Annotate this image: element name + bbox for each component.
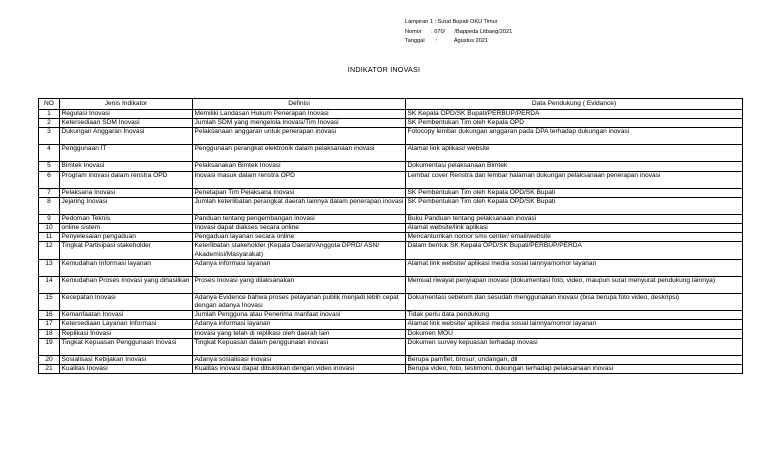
cell-no: 12 <box>39 242 60 259</box>
tanggal-line: Tanggal : Agustus 2021 <box>405 38 489 44</box>
cell-no: 4 <box>39 145 60 162</box>
table-row <box>39 259 743 276</box>
cell-definisi: Jumlah SDM yang mengelola Inovasi/Tim Inovasi <box>193 119 406 128</box>
table-row <box>39 320 743 329</box>
cell-data-pendukung: Lembar cover Renstra dan lembar halaman dukungan pelaksanaan penerapan inovasi <box>406 171 743 188</box>
cell-no: 21 <box>39 365 60 374</box>
cell-no: 6 <box>39 171 60 188</box>
cell-jenis-indikator: Ketersediaan Layanan Informasi <box>60 320 193 329</box>
cell-data-pendukung: Dokumen MOU <box>406 329 743 338</box>
cell-jenis-indikator: online sistem <box>60 224 193 233</box>
cell-data-pendukung: Dokumen survey kepuasan terhadap inovasi <box>406 338 743 355</box>
cell-jenis-indikator: Regulasi Inovasi <box>60 110 193 119</box>
cell-definisi: Memiliki Landasan Hukum Penerapan Inovasi <box>193 110 406 119</box>
cell-definisi: Penggunaan perangkat elektronik dalam pelaksanaan inovasi <box>193 145 406 162</box>
cell-no: 13 <box>39 259 60 276</box>
cell-definisi: Pelaksanaan anggaran untuk penerapan inovasi <box>193 128 406 145</box>
cell-data-pendukung: Dokumentasi pelaksanaan Bimtek <box>406 162 743 171</box>
table-row <box>39 128 743 145</box>
cell-definisi: Adanya informasi layanan <box>193 259 406 276</box>
column-header-data-pendukung: Data Pendukung ( Evidance) <box>406 99 743 110</box>
table-row <box>39 293 743 310</box>
table-row <box>39 224 743 233</box>
cell-definisi: Inovasi masuk dalam renstra OPD <box>193 171 406 188</box>
cell-jenis-indikator: Program inovasi dalam renstra OPD <box>60 171 193 188</box>
cell-definisi: Jumlah keterlibatan perangkat daerah lainnya dalam penerapan inovasi <box>193 197 406 214</box>
table-row <box>39 197 743 214</box>
cell-no: 11 <box>39 233 60 242</box>
table-row <box>39 171 743 188</box>
cell-jenis-indikator: Tingkat Partisipasi stakeholder <box>60 242 193 259</box>
letter-reference-block <box>405 18 512 47</box>
cell-data-pendukung: Berupa pamflet, brosur, undangan, dll <box>406 355 743 364</box>
cell-jenis-indikator: Pedoman Teknis <box>60 214 193 223</box>
cell-no: 16 <box>39 311 60 320</box>
table-row <box>39 355 743 364</box>
table-row <box>39 338 743 355</box>
cell-definisi: Pengaduan layanan secara online <box>193 233 406 242</box>
cell-definisi: Inovasi dapat diakses secara online <box>193 224 406 233</box>
cell-data-pendukung: SK Kepala OPD/SK Bupati/PERBUP/PERDA <box>406 110 743 119</box>
table-row <box>39 233 743 242</box>
cell-definisi: Panduan tentang pengembangan inovasi <box>193 214 406 223</box>
cell-definisi: Jumlah Pengguna atau Penerima manfaat inovasi <box>193 311 406 320</box>
cell-no: 17 <box>39 320 60 329</box>
cell-jenis-indikator: Dukungan Anggaran Inovasi <box>60 128 193 145</box>
cell-data-pendukung: Mencantumkan nomor sms center/ email/website <box>406 233 743 242</box>
table-row <box>39 329 743 338</box>
cell-no: 7 <box>39 188 60 197</box>
cell-no: 9 <box>39 214 60 223</box>
cell-data-pendukung: SK Pembentukan Tim oleh Kepala OPD/SK Bupati <box>406 188 743 197</box>
cell-data-pendukung: Berupa video, foto, testimoni, dukungan terhadap pelaksanaan inovasi <box>406 365 743 374</box>
cell-data-pendukung: SK Pembentukan Tim oleh Kepala OPD <box>406 119 743 128</box>
table-header-row <box>39 99 743 110</box>
table-row <box>39 188 743 197</box>
cell-definisi: Penetapan Tim Pelaksana Inovasi <box>193 188 406 197</box>
column-header-definisi: Definisi <box>193 99 406 110</box>
table-row <box>39 365 743 374</box>
cell-data-pendukung: Alamat link website/ aplikasi media sosial lainnya/nomor layanan <box>406 320 743 329</box>
table-row <box>39 214 743 223</box>
cell-definisi: Adanya informasi layanan <box>193 320 406 329</box>
column-header-no: NO <box>39 99 60 110</box>
table-row <box>39 162 743 171</box>
cell-jenis-indikator: Kecepatan Inovasi <box>60 293 193 310</box>
cell-definisi: Inovasi yang telah di replikasi oleh daerah lain <box>193 329 406 338</box>
cell-data-pendukung: SK Pembentukan Tim oleh Kepala OPD/SK Bupati <box>406 197 743 214</box>
cell-data-pendukung: Fotocopy lembar dukungan anggaran pada DPA terhadap dukungan inovasi <box>406 128 743 145</box>
cell-jenis-indikator: Replikasi Inovasi <box>60 329 193 338</box>
cell-definisi: Kualitas inovasi dapat dibuktikan dengan video inovasi <box>193 365 406 374</box>
page-title: INDIKATOR INOVASI <box>347 65 421 74</box>
cell-data-pendukung: Alamat link website/ aplikasi media sosial lainnya/nomor layanan <box>406 259 743 276</box>
cell-data-pendukung: Memuat riwayat penyiapan inovasi (dokumentasi foto, video, maupun surat menyurat pendukung lainnya) <box>406 276 743 293</box>
cell-jenis-indikator: Pelaksana Inovasi <box>60 188 193 197</box>
cell-definisi: Keterlibatan stakeholder (Kepala Daerah/Anggota DPRD/ ASN/ Akademisi/Masyarakat) <box>193 242 406 259</box>
cell-no: 10 <box>39 224 60 233</box>
cell-no: 2 <box>39 119 60 128</box>
cell-jenis-indikator: Penyelesaian pengaduan <box>60 233 193 242</box>
cell-data-pendukung: Buku Panduan tentang pelaksanaan inovasi <box>406 214 743 223</box>
cell-data-pendukung: Alamat website/link aplikasi <box>406 224 743 233</box>
indicator-table <box>38 98 743 374</box>
cell-jenis-indikator: Kualitas Inovasi <box>60 365 193 374</box>
cell-jenis-indikator: Kemanfaatan Inovasi <box>60 311 193 320</box>
cell-jenis-indikator: Ketersediaan SDM Inovasi <box>60 119 193 128</box>
cell-jenis-indikator: Tingkat Kepuasan Penggunaan Inovasi <box>60 338 193 355</box>
nomor-line: Nomor : 070/ /Bappeda Litbang/2021 <box>405 28 513 35</box>
cell-jenis-indikator: Penggunaan IT <box>60 145 193 162</box>
cell-data-pendukung: Tidak perlu data pendukung <box>406 311 743 320</box>
cell-no: 8 <box>39 197 60 214</box>
table-row <box>39 119 743 128</box>
cell-no: 18 <box>39 329 60 338</box>
cell-data-pendukung: Dokumentasi sebelum dan sesudah menggunakan inovasi (bisa berupa foto video, deskripsi) <box>406 293 743 310</box>
cell-no: 15 <box>39 293 60 310</box>
cell-no: 1 <box>39 110 60 119</box>
cell-definisi: Proses Inovasi yang dilaksanakan <box>193 276 406 293</box>
cell-jenis-indikator: Bimtek Inovasi <box>60 162 193 171</box>
cell-jenis-indikator: Kemudahan Informasi layanan <box>60 259 193 276</box>
cell-definisi: Adanya Evidence bahwa proses pelayanan publik menjadi lebih cepat dengan adanya Inovasi <box>193 293 406 310</box>
cell-no: 20 <box>39 355 60 364</box>
table-row <box>39 145 743 162</box>
cell-data-pendukung: Alamat link aplikasi/ website <box>406 145 743 162</box>
cell-jenis-indikator: Jejaring Inovasi <box>60 197 193 214</box>
cell-no: 19 <box>39 338 60 355</box>
cell-definisi: Tingkat Kepuasan dalam penggunaan inovasi <box>193 338 406 355</box>
table-row <box>39 276 743 293</box>
cell-no: 5 <box>39 162 60 171</box>
cell-definisi: Adanya sosialisasi inovasi <box>193 355 406 364</box>
table-row <box>39 242 743 259</box>
cell-definisi: Pelaksanakan Bimtek Inovasi <box>193 162 406 171</box>
table-row <box>39 110 743 119</box>
table-row <box>39 311 743 320</box>
cell-no: 3 <box>39 128 60 145</box>
cell-jenis-indikator: Kemudahan Proses Inovasi yang dihasilkan <box>60 276 193 293</box>
cell-data-pendukung: Dalam bentuk SK Kepala OPD/SK Bupati/PERBUP/PERDA <box>406 242 743 259</box>
cell-no: 14 <box>39 276 60 293</box>
cell-jenis-indikator: Sosialisasi Kebijakan Inovasi <box>60 355 193 364</box>
column-header-jenis-indikator: Jenis Indikator <box>60 99 193 110</box>
lampiran-line: Lampiran 1 : Surat Bupati OKU Timur <box>405 19 498 25</box>
